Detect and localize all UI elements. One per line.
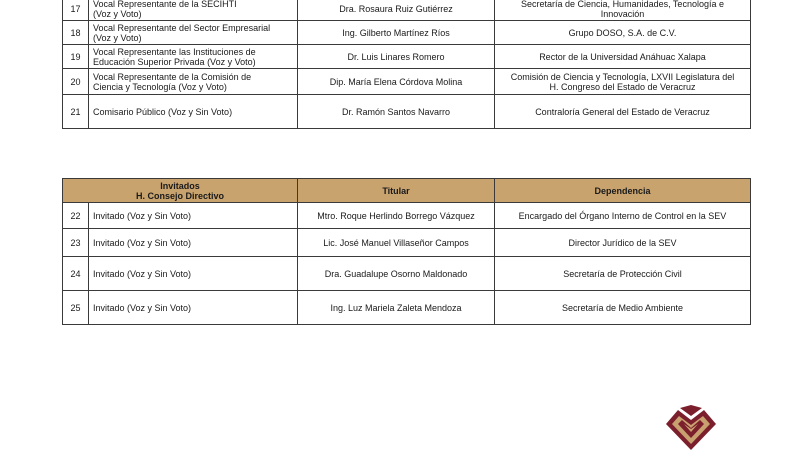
holder-cell: Lic. José Manuel Villaseñor Campos	[298, 229, 495, 257]
row-number: 20	[63, 69, 89, 95]
row-number: 18	[63, 21, 89, 45]
guests-header: Invitados H. Consejo Directivo	[63, 179, 298, 203]
table-row	[63, 257, 751, 291]
role-cell: Invitado (Voz y Sin Voto)	[89, 203, 298, 229]
agency-cell: Contraloría General del Estado de Veracruz	[495, 95, 751, 129]
guests-table	[62, 178, 751, 325]
row-number: 23	[63, 229, 89, 257]
row-number: 17	[63, 0, 89, 21]
agency-cell: Secretaría de Medio Ambiente	[495, 291, 751, 325]
agency-cell: Director Jurídico de la SEV	[495, 229, 751, 257]
holder-cell: Dr. Ramón Santos Navarro	[298, 95, 495, 129]
holder-cell: Dra. Guadalupe Osorno Maldonado	[298, 257, 495, 291]
table-row	[63, 21, 751, 45]
table-row	[63, 203, 751, 229]
holder-cell: Ing. Gilberto Martínez Ríos	[298, 21, 495, 45]
table-row	[63, 95, 751, 129]
row-number: 22	[63, 203, 89, 229]
agency-cell: Comisión de Ciencia y Tecnología, LXVII Legislatura del H. Congreso del Estado de Veracruz	[495, 69, 751, 95]
row-number: 25	[63, 291, 89, 325]
holder-cell: Mtro. Roque Herlindo Borrego Vázquez	[298, 203, 495, 229]
holder-cell: Dra. Rosaura Ruiz Gutiérrez	[298, 0, 495, 21]
table-row	[63, 291, 751, 325]
role-cell: Vocal Representante del Sector Empresarial (Voz y Voto)	[89, 21, 298, 45]
table-row	[63, 45, 751, 69]
holder-cell: Dr. Luis Linares Romero	[298, 45, 495, 69]
agency-cell: Grupo DOSO, S.A. de C.V.	[495, 21, 751, 45]
agency-cell: Secretaría de Ciencia, Humanidades, Tecnología e Innovación	[495, 0, 751, 21]
row-number: 21	[63, 95, 89, 129]
role-cell: Invitado (Voz y Sin Voto)	[89, 257, 298, 291]
role-cell: Invitado (Voz y Sin Voto)	[89, 291, 298, 325]
role-cell: Vocal Representante las Instituciones de Educación Superior Privada (Voz y Voto)	[89, 45, 298, 69]
holder-cell: Ing. Luz Mariela Zaleta Mendoza	[298, 291, 495, 325]
table-row	[63, 229, 751, 257]
agency-cell: Rector de la Universidad Anáhuac Xalapa	[495, 45, 751, 69]
agency-header: Dependencia	[495, 179, 751, 203]
holder-header: Titular	[298, 179, 495, 203]
role-cell: Invitado (Voz y Sin Voto)	[89, 229, 298, 257]
role-cell: Vocal Representante de la Comisión de Ciencia y Tecnología (Voz y Voto)	[89, 69, 298, 95]
role-cell: Comisario Público (Voz y Sin Voto)	[89, 95, 298, 129]
table-row	[63, 0, 751, 21]
holder-cell: Dip. María Elena Córdova Molina	[298, 69, 495, 95]
agency-cell: Encargado del Órgano Interno de Control en la SEV	[495, 203, 751, 229]
role-cell: Vocal Representante de la SECIHTI (Voz y Voto)	[89, 0, 298, 21]
emblem-heart-shape	[666, 405, 716, 450]
table-row	[63, 69, 751, 95]
members-table	[62, 0, 751, 129]
row-number: 24	[63, 257, 89, 291]
agency-cell: Secretaría de Protección Civil	[495, 257, 751, 291]
row-number: 19	[63, 45, 89, 69]
table-header-row	[63, 179, 751, 203]
